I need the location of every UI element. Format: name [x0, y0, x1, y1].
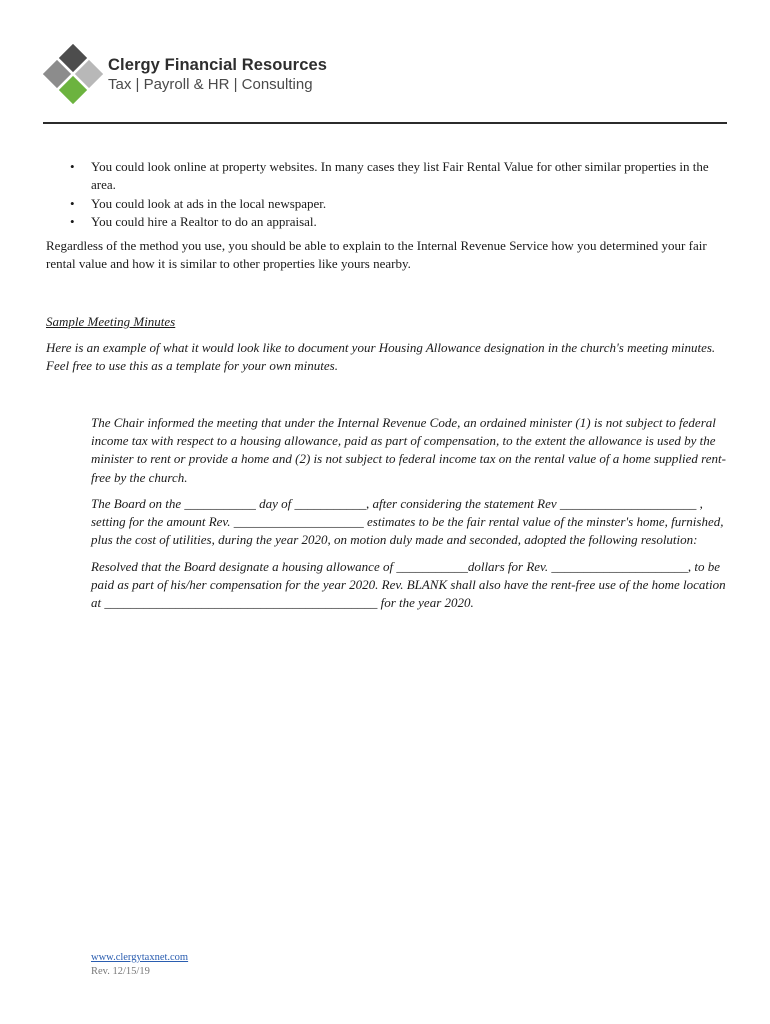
list-item-text: You could hire a Realtor to do an appraisal. [91, 213, 317, 229]
bullet-icon: • [70, 195, 75, 211]
list-item [70, 213, 726, 231]
bullet-icon: • [70, 159, 75, 174]
company-logo-icon [43, 44, 103, 104]
bullet-icon: • [70, 213, 75, 229]
brand-name: Clergy Financial Resources [108, 56, 328, 74]
list-item-text: You could look at ads in the local newspaper. [91, 195, 327, 211]
list-item [70, 158, 726, 195]
document-header [43, 44, 727, 106]
header-divider [43, 122, 727, 124]
brand-tagline: Tax | Payroll & HR | Consulting [108, 76, 313, 93]
section-intro: Here is an example of what it would look like to document your Housing Allowance designation in the church's meeting minutes. Feel free to use this as a template for your own minutes. [46, 340, 716, 374]
brand-block [108, 55, 327, 94]
minutes-paragraph-resolution: Resolved that the Board designate a housing allowance of ___________dollars for Rev. _____________________, to be paid as part of his/her compensation for the year 2020. Rev. BLANK shall also have the rent-free use of the home location at __________________________________________ for the year 2020. [91, 558, 726, 611]
minutes-paragraph-board: The Board on the ___________ day of ___________, after considering the statement Rev _____________________ , setting for the amount Rev. ____________________ estimates to be the fair rental value of the minster's home, furnished, plus the cost of utilities, during the year 2020, on motion duly made and seconded, adopted the following resolution: [91, 495, 724, 548]
list-item-text: You could look online at property websites. In many cases they list Fair Rental Value for other similar properties in the area. [91, 159, 709, 193]
section-title: Sample Meeting Minutes [46, 313, 176, 329]
revision-date: Rev. 12/15/19 [91, 966, 150, 977]
document-body [46, 158, 726, 621]
fair-rental-explanation: Regardless of the method you use, you should be able to explain to the Internal Revenue Service how you determined your fair rental value and how it is similar to other properties like yours nearby. [46, 238, 707, 272]
list-item [70, 195, 726, 213]
minutes-paragraph-chair: The Chair informed the meeting that under the Internal Revenue Code, an ordained minister (1) is not subject to federal income tax with respect to a housing allowance, paid as part of compensation, to the extent the allowance is used by the minister to rent or provide a home and (2) is not subject to federal income tax on the rental value of a home supplied rent-free by the church. [91, 414, 726, 485]
website-link[interactable]: www.clergytaxnet.com [91, 952, 189, 963]
fair-rental-methods-list [46, 158, 726, 231]
meeting-minutes-template [91, 414, 726, 613]
document-footer [91, 951, 188, 979]
